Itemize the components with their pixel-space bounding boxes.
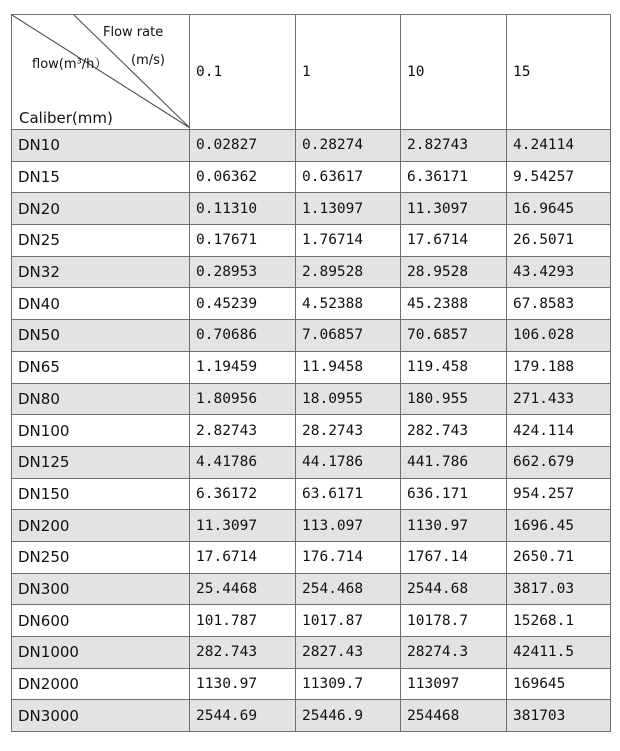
table-row — [12, 193, 611, 225]
header-cell: 0.1 — [190, 15, 296, 130]
value-cell: 0.17671 — [190, 225, 296, 257]
caliber-cell: DN32 — [12, 256, 190, 288]
value-cell: 0.45239 — [190, 288, 296, 320]
value-cell: 18.0955 — [296, 383, 401, 415]
value-cell: 271.433 — [507, 383, 611, 415]
table-row — [12, 446, 611, 478]
corner-header-cell — [12, 15, 190, 130]
caliber-cell: DN600 — [12, 605, 190, 637]
table-row — [12, 573, 611, 605]
value-cell: 2544.69 — [190, 700, 296, 732]
value-cell: 1130.97 — [401, 510, 507, 542]
value-cell: 3817.03 — [507, 573, 611, 605]
caliber-cell: DN3000 — [12, 700, 190, 732]
value-cell: 28274.3 — [401, 637, 507, 669]
value-cell: 9.54257 — [507, 161, 611, 193]
header-cell: 15 — [507, 15, 611, 130]
value-cell: 42411.5 — [507, 637, 611, 669]
value-cell: 424.114 — [507, 415, 611, 447]
value-cell: 441.786 — [401, 446, 507, 478]
value-cell: 1767.14 — [401, 541, 507, 573]
value-cell: 113.097 — [296, 510, 401, 542]
table-row — [12, 700, 611, 732]
value-cell: 636.171 — [401, 478, 507, 510]
caliber-cell: DN10 — [12, 130, 190, 162]
value-cell: 1017.87 — [296, 605, 401, 637]
value-cell: 381703 — [507, 700, 611, 732]
table-row — [12, 351, 611, 383]
header-cell: 1 — [296, 15, 401, 130]
value-cell: 1696.45 — [507, 510, 611, 542]
value-cell: 0.28953 — [190, 256, 296, 288]
value-cell: 2.82743 — [190, 415, 296, 447]
value-cell: 63.6171 — [296, 478, 401, 510]
value-cell: 169645 — [507, 668, 611, 700]
value-cell: 0.63617 — [296, 161, 401, 193]
value-cell: 113097 — [401, 668, 507, 700]
value-cell: 254468 — [401, 700, 507, 732]
value-cell: 11.3097 — [401, 193, 507, 225]
value-cell: 16.9645 — [507, 193, 611, 225]
caliber-cell: DN25 — [12, 225, 190, 257]
value-cell: 1.76714 — [296, 225, 401, 257]
value-cell: 1130.97 — [190, 668, 296, 700]
value-cell: 7.06857 — [296, 320, 401, 352]
value-cell: 11.3097 — [190, 510, 296, 542]
value-cell: 10178.7 — [401, 605, 507, 637]
caliber-cell: DN80 — [12, 383, 190, 415]
value-cell: 1.80956 — [190, 383, 296, 415]
value-cell: 1.13097 — [296, 193, 401, 225]
value-cell: 28.2743 — [296, 415, 401, 447]
value-cell: 11.9458 — [296, 351, 401, 383]
value-cell: 662.679 — [507, 446, 611, 478]
value-cell: 119.458 — [401, 351, 507, 383]
value-cell: 0.11310 — [190, 193, 296, 225]
value-cell: 179.188 — [507, 351, 611, 383]
table-row — [12, 605, 611, 637]
caliber-cell: DN65 — [12, 351, 190, 383]
caliber-label: Caliber(mm) — [19, 109, 113, 127]
caliber-cell: DN150 — [12, 478, 190, 510]
table-row — [12, 510, 611, 542]
value-cell: 6.36171 — [401, 161, 507, 193]
value-cell: 106.028 — [507, 320, 611, 352]
caliber-cell: DN2000 — [12, 668, 190, 700]
value-cell: 2650.71 — [507, 541, 611, 573]
table-row — [12, 478, 611, 510]
table-row — [12, 383, 611, 415]
value-cell: 2.82743 — [401, 130, 507, 162]
table-row — [12, 415, 611, 447]
value-cell: 28.9528 — [401, 256, 507, 288]
table-row — [12, 637, 611, 669]
caliber-cell: DN125 — [12, 446, 190, 478]
value-cell: 0.02827 — [190, 130, 296, 162]
table-row — [12, 225, 611, 257]
table-row — [12, 541, 611, 573]
table-body — [12, 15, 611, 732]
value-cell: 0.28274 — [296, 130, 401, 162]
caliber-cell: DN50 — [12, 320, 190, 352]
table-row — [12, 668, 611, 700]
value-cell: 0.06362 — [190, 161, 296, 193]
header-row — [12, 15, 611, 130]
value-cell: 254.468 — [296, 573, 401, 605]
value-cell: 44.1786 — [296, 446, 401, 478]
value-cell: 1.19459 — [190, 351, 296, 383]
table-row — [12, 161, 611, 193]
value-cell: 282.743 — [401, 415, 507, 447]
table-row — [12, 288, 611, 320]
value-cell: 17.6714 — [401, 225, 507, 257]
value-cell: 25.4468 — [190, 573, 296, 605]
value-cell: 4.41786 — [190, 446, 296, 478]
value-cell: 15268.1 — [507, 605, 611, 637]
caliber-cell: DN15 — [12, 161, 190, 193]
header-cell: 10 — [401, 15, 507, 130]
value-cell: 67.8583 — [507, 288, 611, 320]
caliber-cell: DN300 — [12, 573, 190, 605]
flow-unit-label: flow(m³/h） — [32, 57, 108, 72]
value-cell: 2.89528 — [296, 256, 401, 288]
value-cell: 2827.43 — [296, 637, 401, 669]
value-cell: 180.955 — [401, 383, 507, 415]
table-row — [12, 320, 611, 352]
value-cell: 45.2388 — [401, 288, 507, 320]
flow-rate-label: Flow rate — [103, 25, 164, 40]
value-cell: 4.24114 — [507, 130, 611, 162]
value-cell: 954.257 — [507, 478, 611, 510]
value-cell: 0.70686 — [190, 320, 296, 352]
value-cell: 25446.9 — [296, 700, 401, 732]
ms-unit-label: (m/s) — [131, 53, 165, 68]
value-cell: 6.36172 — [190, 478, 296, 510]
caliber-cell: DN20 — [12, 193, 190, 225]
value-cell: 70.6857 — [401, 320, 507, 352]
value-cell: 2544.68 — [401, 573, 507, 605]
caliber-cell: DN40 — [12, 288, 190, 320]
value-cell: 101.787 — [190, 605, 296, 637]
value-cell: 11309.7 — [296, 668, 401, 700]
table-row — [12, 256, 611, 288]
value-cell: 176.714 — [296, 541, 401, 573]
caliber-cell: DN100 — [12, 415, 190, 447]
flow-rate-table — [11, 14, 611, 732]
value-cell: 26.5071 — [507, 225, 611, 257]
caliber-cell: DN200 — [12, 510, 190, 542]
caliber-cell: DN1000 — [12, 637, 190, 669]
value-cell: 282.743 — [190, 637, 296, 669]
value-cell: 17.6714 — [190, 541, 296, 573]
table-row — [12, 130, 611, 162]
value-cell: 4.52388 — [296, 288, 401, 320]
caliber-cell: DN250 — [12, 541, 190, 573]
value-cell: 43.4293 — [507, 256, 611, 288]
